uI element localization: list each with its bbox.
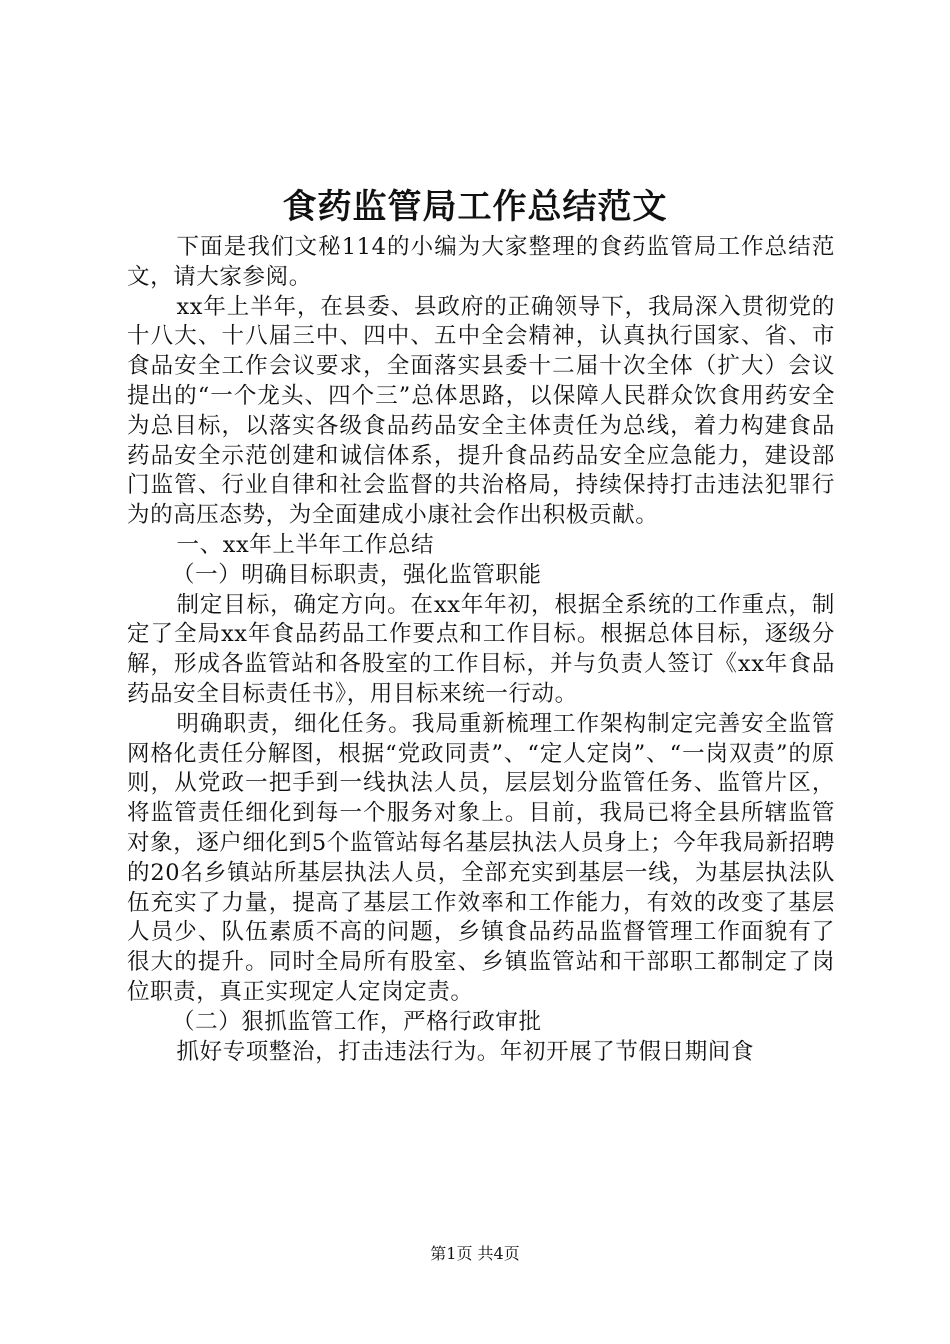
- paragraph-duties: 明确职责，细化任务。我局重新梳理工作架构制定完善安全监管网格化责任分解图，根据“党政同责”、“定人定岗”、“一岗双责”的原则，从党政一把手到一线执法人员，层层划分监管任务、监管片区，将监管责任细化到每一个服务对象上。目前，我局已将全县所辖监管对象，逐户细化到5个监管站每名基层执法人员身上；今年我局新招聘的20名乡镇站所基层执法人员，全部充实到基层一线，为基层执法队伍充实了力量，提高了基层工作效率和工作能力，有效的改变了基层人员少、队伍素质不高的问题，乡镇食品药品监督管理工作面貌有了很大的提升。同时全局所有股室、乡镇监管站和干部职工都制定了岗位职责，真正实现定人定岗定责。: [127, 710, 835, 1005]
- section-heading-1: 一、xx年上半年工作总结: [176, 531, 435, 558]
- subsection-heading-2: （二）狠抓监管工作，严格行政审批: [172, 1008, 542, 1035]
- document-body: [127, 233, 835, 1067]
- paragraph-intro: 下面是我们文秘114的小编为大家整理的食药监管局工作总结范文，请大家参阅。: [127, 234, 835, 290]
- subsection-heading-1: （一）明确目标职责，强化监管职能: [172, 561, 542, 588]
- document-title: 食药监管局工作总结范文: [282, 187, 668, 227]
- paragraph-targets: 制定目标，确定方向。在xx年年初，根据全系统的工作重点，制定了全局xx年食品药品工作要点和工作目标。根据总体目标，逐级分解，形成各监管站和各股室的工作目标，并与负责人签订《xx年食品药品安全目标责任书》，用目标来统一行动。: [127, 591, 835, 707]
- paragraph-special-rectification: 抓好专项整治，打击违法行为。年初开展了节假日期间食: [176, 1038, 755, 1065]
- paragraph-overview: xx年上半年，在县委、县政府的正确领导下，我局深入贯彻党的十八大、十八届三中、四中、五中全会精神，认真执行国家、省、市食品安全工作会议要求，全面落实县委十二届十次全体（扩大）会议提出的“一个龙头、四个三”总体思路，以保障人民群众饮食用药安全为总目标，以落实各级食品药品安全主体责任为总线，着力构建食品药品安全示范创建和诚信体系，提升食品药品安全应急能力，建设部门监管、行业自律和社会监督的共治格局，持续保持打击违法犯罪行为的高压态势，为全面建成小康社会作出积极贡献。: [127, 293, 835, 529]
- page-number: 第1页 共4页: [430, 1244, 520, 1263]
